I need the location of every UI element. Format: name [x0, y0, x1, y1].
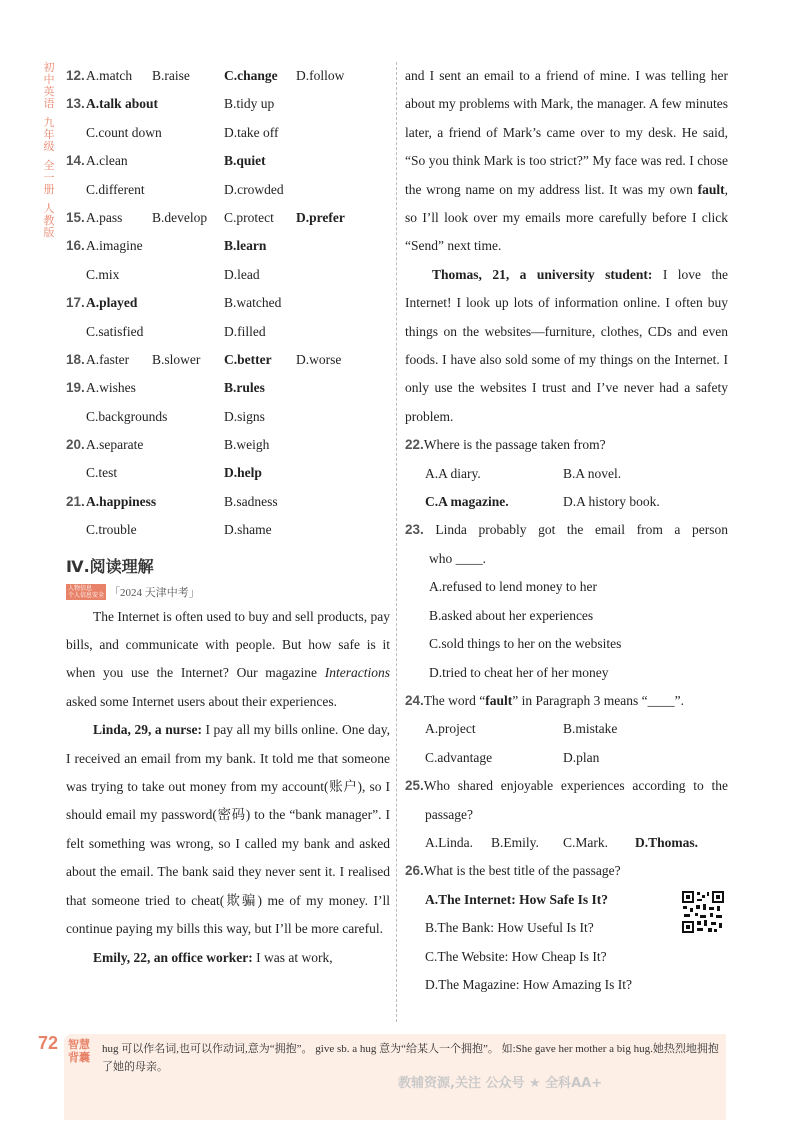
thomas-paragraph: [405, 261, 728, 431]
option-a[interactable]: A.clean: [86, 153, 128, 169]
cloze-item-cont: [66, 119, 390, 147]
option-b[interactable]: B.asked about her experiences: [429, 607, 594, 623]
q22-options-row2: [405, 488, 728, 516]
magazine-name: Interactions: [324, 665, 390, 681]
option-c[interactable]: C.change: [224, 68, 278, 83]
cloze-item-cont: [66, 176, 390, 204]
question-22: [405, 431, 728, 459]
option-a[interactable]: A.project: [425, 721, 476, 737]
option-d[interactable]: D.plan: [563, 749, 600, 765]
option-d[interactable]: D.filled: [224, 323, 266, 339]
option-b[interactable]: B.learn: [224, 238, 267, 254]
cloze-item: [66, 488, 390, 516]
cloze-item: [66, 232, 390, 260]
cloze-item-cont: [66, 516, 390, 544]
option-c[interactable]: C.test: [86, 465, 118, 481]
intro-paragraph: [66, 603, 390, 717]
option-d[interactable]: D.follow: [296, 68, 345, 83]
question-25: [405, 772, 728, 800]
option-c[interactable]: C.A magazine.: [425, 494, 509, 510]
option-d[interactable]: D.take off: [224, 124, 279, 140]
option-d[interactable]: D.help: [224, 465, 262, 481]
question-23: [405, 516, 728, 544]
option-b[interactable]: B.slower: [152, 351, 201, 367]
qr-code-icon[interactable]: [681, 890, 725, 934]
option-a[interactable]: A.talk about: [86, 96, 159, 112]
question-26: [405, 857, 728, 885]
option-c[interactable]: C.count down: [86, 124, 162, 140]
question-number: 26.: [405, 863, 424, 879]
question-stem: What is the best title of the passage?: [423, 863, 621, 879]
source-row: [66, 581, 390, 603]
option-c[interactable]: C.backgrounds: [86, 408, 168, 424]
option-b[interactable]: B.rules: [224, 380, 265, 396]
question-number: 22.: [405, 437, 424, 453]
option-b[interactable]: B.mistake: [563, 721, 618, 737]
cloze-item: [66, 374, 390, 402]
question-number: 24.: [405, 692, 424, 708]
option-d[interactable]: D.The Magazine: How Amazing Is It?: [425, 976, 632, 992]
option-c[interactable]: C.satisfied: [86, 323, 144, 339]
q24-options-row2: [405, 744, 728, 772]
question-number: 23.: [405, 522, 424, 538]
side-tab-subject: 初中英语: [43, 61, 55, 110]
option-a[interactable]: A.pass: [86, 209, 123, 225]
section-title: Ⅳ.阅读理解: [66, 556, 154, 576]
emily-name: Emily, 22, an office worker:: [93, 949, 253, 965]
option-a[interactable]: A.match: [86, 68, 133, 83]
option-c[interactable]: C.mix: [86, 266, 120, 282]
option-a[interactable]: A.refused to lend money to her: [429, 579, 597, 595]
question-number: 13.: [66, 96, 85, 112]
question-stem-cont: who ____.: [429, 550, 486, 566]
question-stem-end: ” in Paragraph 3 means “____”.: [512, 692, 684, 708]
intro-text: The Internet is often used to buy and sell products, pay bills, and communicate with people. But how safe is it when you use the Internet? Our magazine: [66, 608, 390, 681]
question-number: 20.: [66, 437, 85, 453]
topic-badge-line1: 人物信息: [68, 584, 93, 592]
intro-text-end: asked some Internet users about their experiences.: [66, 693, 338, 709]
option-b[interactable]: B.Emily.: [491, 834, 539, 850]
q22-options-row1: [405, 460, 728, 488]
right-column: [405, 62, 728, 999]
option-a[interactable]: A.played: [86, 295, 138, 311]
watermark: 教辅资源,关注 公众号 ★ 全科AA+: [398, 1076, 603, 1091]
emily-text-start: I was at work,: [252, 949, 333, 965]
question-number: 18.: [66, 351, 85, 367]
question-number: 12.: [66, 68, 85, 83]
question-number: 19.: [66, 380, 85, 396]
option-c[interactable]: C.protect: [224, 209, 274, 225]
emily-text-cont: and I sent an email to a friend of mine. I was telling her about my problems with Mark, the manager. A few minutes later, a friend of Mark’s came over to my desk. He said, “So you think Mark is too strict?” My face was red. I chose the wrong name on my address list. It was my own: [405, 68, 728, 197]
emily-fault-word: fault: [697, 181, 725, 197]
option-b[interactable]: B.A novel.: [563, 465, 622, 481]
option-d[interactable]: D.lead: [224, 266, 260, 282]
cloze-item: [66, 431, 390, 459]
question-24: [405, 687, 728, 715]
option-a[interactable]: A.A diary.: [425, 465, 481, 481]
question-number: 17.: [66, 295, 85, 311]
cloze-item-cont: [66, 318, 390, 346]
question-stem: Where is the passage taken from?: [423, 437, 606, 453]
option-a[interactable]: A.imagine: [86, 238, 143, 254]
question-stem-cont: passage?: [425, 806, 473, 822]
option-d[interactable]: D.prefer: [296, 209, 345, 225]
question-number: 14.: [66, 153, 85, 169]
question-stem: The word “: [423, 692, 486, 708]
cloze-item: [66, 289, 390, 317]
side-tab-edition: 人教版: [43, 202, 55, 239]
q24-options-row1: [405, 715, 728, 743]
option-b[interactable]: B.watched: [224, 295, 282, 311]
option-b[interactable]: B.weigh: [224, 437, 270, 453]
tip-text: hug 可以作名词,也可以作动词,意为“拥抱”。 give sb. a hug 意为“给某人一个拥抱”。 如:She gave her mother a big hug.她热烈地拥抱了她的母亲。: [102, 1043, 719, 1073]
option-d[interactable]: D.A history book.: [563, 494, 660, 510]
topic-badge: [66, 584, 106, 600]
left-column: [66, 62, 390, 972]
emily-paragraph-start: [66, 944, 390, 972]
side-tab-volume: 全一册: [43, 159, 55, 196]
option-b[interactable]: B.sadness: [224, 493, 278, 509]
page-number: 72: [38, 1033, 59, 1053]
option-c[interactable]: C.sold things to her on the websites: [429, 636, 622, 652]
option-a[interactable]: A.The Internet: How Safe Is It?: [425, 891, 608, 907]
thomas-name: Thomas, 21, a university student:: [432, 266, 653, 282]
tip-label: 智慧背囊: [68, 1038, 90, 1064]
option-d[interactable]: D.signs: [224, 408, 265, 424]
cloze-item: [66, 147, 390, 175]
option-c[interactable]: C.advantage: [425, 749, 493, 765]
linda-paragraph: [66, 716, 390, 943]
source-tag: 「2024 天津中考」: [109, 586, 200, 599]
option-c[interactable]: C.Mark.: [563, 834, 608, 850]
column-divider: [396, 62, 397, 1022]
option-b[interactable]: B.develop: [152, 209, 208, 225]
emily-text-end: , so I’ll look over my emails more carefully before I click “Send” next time.: [405, 181, 728, 254]
cloze-item-cont: [66, 261, 390, 289]
topic-badge-line2: 个人信息安全: [68, 591, 105, 599]
option-d[interactable]: D.worse: [296, 351, 342, 367]
question-number: 16.: [66, 238, 85, 254]
cloze-item: [66, 204, 390, 232]
question-keyword: fault: [485, 692, 513, 708]
question-number: 21.: [66, 493, 85, 509]
option-b[interactable]: B.The Bank: How Useful Is It?: [425, 920, 594, 936]
question-stem: Who shared enjoyable experiences according to the: [423, 778, 728, 794]
question-stem: Linda probably got the email from a person: [435, 522, 729, 538]
tip-box: [64, 1034, 726, 1120]
option-d[interactable]: D.tried to cheat her of her money: [429, 664, 609, 680]
thomas-text: I love the Internet! I look up lots of information online. I often buy things on the websites—furniture, clothes, CDs and even foods. I have also sold some of my things on the Internet. I only use the websites I trust and I’ve never had a safety problem.: [405, 266, 728, 424]
question-number: 15.: [66, 209, 85, 225]
option-c[interactable]: C.The Website: How Cheap Is It?: [425, 948, 607, 964]
option-d[interactable]: D.shame: [224, 522, 272, 538]
option-b[interactable]: B.tidy up: [224, 96, 275, 112]
option-c[interactable]: C.different: [86, 181, 145, 197]
q25-options-row: [405, 829, 728, 857]
cloze-item: [66, 90, 390, 118]
question-number: 25.: [405, 778, 424, 794]
option-c[interactable]: C.trouble: [86, 522, 137, 538]
cloze-item: [66, 346, 390, 374]
side-tab-grade: 九年级: [43, 116, 55, 153]
option-a[interactable]: A.wishes: [86, 380, 136, 396]
cloze-item: [66, 62, 390, 90]
option-a[interactable]: A.faster: [86, 351, 130, 367]
option-d[interactable]: D.crowded: [224, 181, 284, 197]
option-a[interactable]: A.happiness: [86, 493, 157, 509]
option-b[interactable]: B.quiet: [224, 153, 266, 169]
option-c[interactable]: C.better: [224, 351, 272, 367]
option-d[interactable]: D.Thomas.: [635, 834, 699, 850]
linda-name: Linda, 29, a nurse:: [93, 722, 202, 738]
emily-paragraph-cont: [405, 62, 728, 261]
cloze-options-list: [66, 62, 390, 545]
side-tab: [40, 62, 58, 246]
cloze-item-cont: [66, 459, 390, 487]
option-a[interactable]: A.separate: [86, 437, 144, 453]
option-b[interactable]: B.raise: [152, 68, 190, 83]
option-a[interactable]: A.Linda.: [425, 834, 473, 850]
cloze-item-cont: [66, 403, 390, 431]
linda-text: I pay all my bills online. One day, I received an email from my bank. It told me that someone was trying to take out money from my account(账户), so I should email my password(密码) to the “bank manager”. I felt something was wrong, so I called my bank and asked about the email. The bank said they never sent it. I realised that someone tried to cheat(欺骗) me of my money. I’ll continue paying my bills this way, but I’ll be more careful.: [66, 722, 390, 937]
